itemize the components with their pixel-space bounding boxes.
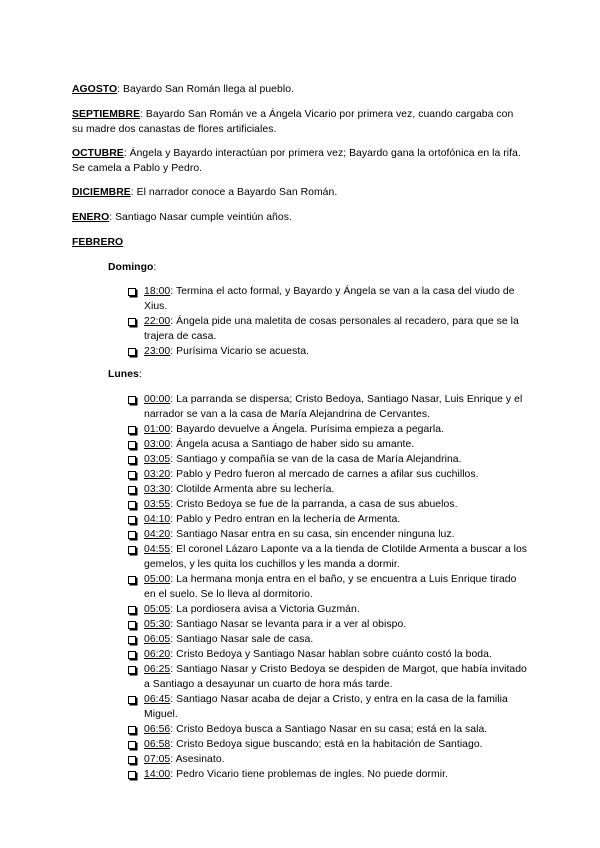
event-text: : El coronel Lázaro Laponte va a la tienda de Clotilde Armenta a buscar a los gemelos, y les quita los cuchillos y les manda a dormir. bbox=[144, 544, 528, 570]
list-item bbox=[128, 767, 528, 782]
list-item bbox=[128, 497, 528, 512]
checkbox-bullet-icon bbox=[128, 741, 136, 749]
list-item bbox=[128, 602, 528, 617]
month-text: : Bayardo San Román llega al pueblo. bbox=[117, 84, 294, 95]
event-text: : Cristo Bedoya se fue de la parranda, a casa de sus abuelos. bbox=[170, 499, 458, 510]
event-text: : Santiago Nasar y Cristo Bedoya se despiden de Margot, que había invitado a Santiago a desayunar un cuarto de hora más tarde. bbox=[144, 664, 527, 690]
day-label-text: Domingo bbox=[108, 262, 154, 273]
checkbox-bullet-icon bbox=[128, 636, 136, 644]
checkbox-bullet-icon bbox=[128, 501, 136, 509]
list-item bbox=[128, 542, 528, 572]
day-label-domingo bbox=[108, 260, 156, 275]
event-time: 06:45 bbox=[144, 694, 171, 705]
event-time: 05:30 bbox=[144, 619, 171, 630]
event-time: 22:00 bbox=[144, 316, 171, 327]
event-time: 06:58 bbox=[144, 739, 171, 750]
checkbox-bullet-icon bbox=[128, 666, 136, 674]
month-label: ENERO bbox=[72, 212, 110, 223]
event-time: 06:05 bbox=[144, 634, 171, 645]
checkbox-bullet-icon bbox=[128, 348, 136, 356]
event-text: : Santiago Nasar se levanta para ir a ver al obispo. bbox=[170, 619, 407, 630]
event-time: 00:00 bbox=[144, 394, 171, 405]
event-list-domingo bbox=[128, 284, 528, 359]
checkbox-bullet-icon bbox=[128, 621, 136, 629]
checkbox-bullet-icon bbox=[128, 486, 136, 494]
day-label-text: Lunes bbox=[108, 369, 139, 380]
event-text: : La hermana monja entra en el baño, y se encuentra a Luis Enrique tirado en el suelo. Se lo lleva al dormitorio. bbox=[144, 574, 517, 600]
event-time: 06:25 bbox=[144, 664, 171, 675]
month-diciembre bbox=[72, 185, 527, 200]
list-item bbox=[128, 617, 528, 632]
event-text: : Ángela acusa a Santiago de haber sido su amante. bbox=[170, 439, 415, 450]
list-item bbox=[128, 512, 528, 527]
event-time: 04:20 bbox=[144, 529, 171, 540]
event-text: : La pordiosera avisa a Victoria Guzmán. bbox=[170, 604, 360, 615]
checkbox-bullet-icon bbox=[128, 531, 136, 539]
month-febrero bbox=[72, 235, 527, 250]
checkbox-bullet-icon bbox=[128, 471, 136, 479]
event-text: : Asesinato. bbox=[170, 754, 225, 765]
event-text: : Pablo y Pedro fueron al mercado de carnes a afilar sus cuchillos. bbox=[170, 469, 479, 480]
checkbox-bullet-icon bbox=[128, 606, 136, 614]
event-text: : Termina el acto formal, y Bayardo y Ángela se van a la casa del viudo de Xius. bbox=[144, 286, 515, 312]
event-text: : La parranda se dispersa; Cristo Bedoya, Santiago Nasar, Luis Enrique y el narrador se van a la casa de María Alejandrina de Cervantes. bbox=[144, 394, 523, 420]
month-septiembre bbox=[72, 107, 527, 137]
event-time: 07:05 bbox=[144, 754, 171, 765]
event-text: : Bayardo devuelve a Ángela. Purísima empieza a pegarla. bbox=[170, 424, 444, 435]
list-item bbox=[128, 722, 528, 737]
list-item bbox=[128, 392, 528, 422]
list-item bbox=[128, 344, 528, 359]
checkbox-bullet-icon bbox=[128, 516, 136, 524]
event-time: 03:05 bbox=[144, 454, 171, 465]
list-item bbox=[128, 482, 528, 497]
event-text: : Pedro Vicario tiene problemas de ingles. No puede dormir. bbox=[170, 769, 448, 780]
month-octubre bbox=[72, 146, 527, 176]
event-time: 03:55 bbox=[144, 499, 171, 510]
day-label-lunes bbox=[108, 367, 142, 382]
checkbox-bullet-icon bbox=[128, 546, 136, 554]
event-text: : Santiago y compañía se van de la casa de María Alejandrina. bbox=[170, 454, 462, 465]
list-item bbox=[128, 437, 528, 452]
checkbox-bullet-icon bbox=[128, 576, 136, 584]
list-item bbox=[128, 662, 528, 692]
month-label: AGOSTO bbox=[72, 84, 118, 95]
event-time: 05:05 bbox=[144, 604, 171, 615]
month-enero bbox=[72, 210, 527, 225]
list-item bbox=[128, 647, 528, 662]
list-item bbox=[128, 422, 528, 437]
month-label: DICIEMBRE bbox=[72, 187, 131, 198]
list-item bbox=[128, 452, 528, 467]
event-time: 03:30 bbox=[144, 484, 171, 495]
event-time: 04:55 bbox=[144, 544, 171, 555]
list-item bbox=[128, 692, 528, 722]
checkbox-bullet-icon bbox=[128, 441, 136, 449]
checkbox-bullet-icon bbox=[128, 651, 136, 659]
event-text: : Santiago Nasar sale de casa. bbox=[170, 634, 314, 645]
checkbox-bullet-icon bbox=[128, 696, 136, 704]
event-time: 01:00 bbox=[144, 424, 171, 435]
event-time: 06:20 bbox=[144, 649, 171, 660]
list-item bbox=[128, 572, 528, 602]
event-time: 04:10 bbox=[144, 514, 171, 525]
event-time: 23:00 bbox=[144, 346, 171, 357]
list-item bbox=[128, 737, 528, 752]
event-text: : Santiago Nasar entra en su casa, sin encender ninguna luz. bbox=[170, 529, 455, 540]
list-item bbox=[128, 467, 528, 482]
month-text: : Santiago Nasar cumple veintiún años. bbox=[109, 212, 292, 223]
checkbox-bullet-icon bbox=[128, 288, 136, 296]
month-label: OCTUBRE bbox=[72, 148, 124, 159]
month-text: : Bayardo San Román ve a Ángela Vicario por primera vez, cuando cargaba con su madre dos canastas de flores artificiales. bbox=[72, 109, 514, 135]
event-time: 14:00 bbox=[144, 769, 171, 780]
checkbox-bullet-icon bbox=[128, 318, 136, 326]
checkbox-bullet-icon bbox=[128, 756, 136, 764]
event-text: : Santiago Nasar acaba de dejar a Cristo, y entra en la casa de la familia Miguel. bbox=[144, 694, 508, 720]
event-time: 05:00 bbox=[144, 574, 171, 585]
day-label-colon: : bbox=[138, 369, 142, 380]
event-list-lunes bbox=[128, 392, 528, 782]
checkbox-bullet-icon bbox=[128, 396, 136, 404]
event-time: 18:00 bbox=[144, 286, 171, 297]
list-item bbox=[128, 284, 528, 314]
event-text: : Cristo Bedoya sigue buscando; está en la habitación de Santiago. bbox=[170, 739, 483, 750]
month-agosto bbox=[72, 82, 527, 97]
month-label: FEBRERO bbox=[72, 237, 124, 248]
month-label: SEPTIEMBRE bbox=[72, 109, 141, 120]
month-text: : El narrador conoce a Bayardo San Román. bbox=[130, 187, 338, 198]
list-item bbox=[128, 632, 528, 647]
event-text: : Purísima Vicario se acuesta. bbox=[170, 346, 310, 357]
event-time: 03:20 bbox=[144, 469, 171, 480]
checkbox-bullet-icon bbox=[128, 726, 136, 734]
checkbox-bullet-icon bbox=[128, 426, 136, 434]
list-item bbox=[128, 314, 528, 344]
event-text: : Pablo y Pedro entran en la lechería de Armenta. bbox=[170, 514, 401, 525]
checkbox-bullet-icon bbox=[128, 456, 136, 464]
checkbox-bullet-icon bbox=[128, 771, 136, 779]
day-label-colon: : bbox=[153, 262, 157, 273]
event-text: : Cristo Bedoya busca a Santiago Nasar en su casa; está en la sala. bbox=[170, 724, 488, 735]
list-item bbox=[128, 527, 528, 542]
event-time: 06:56 bbox=[144, 724, 171, 735]
month-text: : Ángela y Bayardo interactúan por primera vez; Bayardo gana la ortofónica en la rifa. Se camela a Pablo y Pedro. bbox=[72, 148, 521, 174]
event-time: 03:00 bbox=[144, 439, 171, 450]
list-item bbox=[128, 752, 528, 767]
event-text: : Clotilde Armenta abre su lechería. bbox=[170, 484, 335, 495]
event-text: : Ángela pide una maletita de cosas personales al recadero, para que se la trajera de casa. bbox=[144, 316, 519, 342]
event-text: : Cristo Bedoya y Santiago Nasar hablan sobre cuánto costó la boda. bbox=[170, 649, 492, 660]
